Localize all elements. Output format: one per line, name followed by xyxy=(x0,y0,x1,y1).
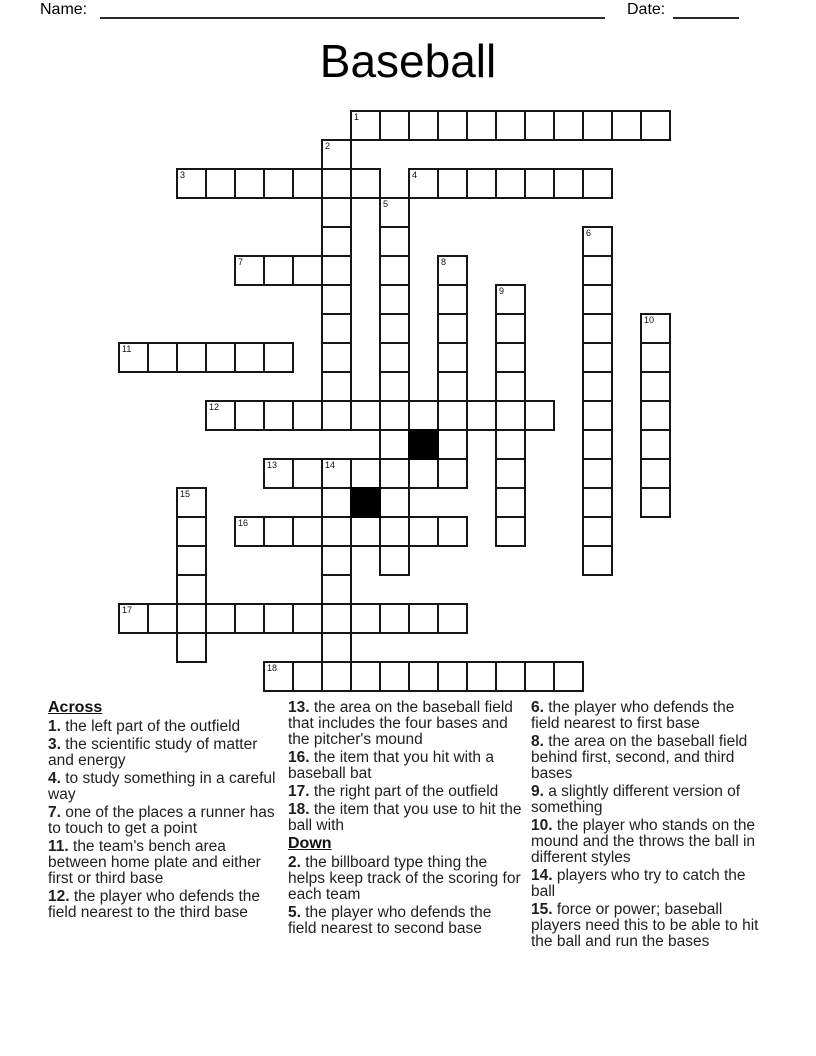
grid-cell[interactable] xyxy=(176,168,207,199)
grid-cell[interactable] xyxy=(379,603,410,634)
grid-cell[interactable] xyxy=(205,603,236,634)
grid-cell[interactable] xyxy=(582,400,613,431)
clue-number: 2. xyxy=(288,854,301,871)
grid-cell[interactable] xyxy=(437,400,468,431)
grid-cell[interactable] xyxy=(495,400,526,431)
grid-cell[interactable] xyxy=(495,371,526,402)
clue-item-across-1: 1. the left part of the outfield xyxy=(48,718,241,735)
grid-cell[interactable] xyxy=(582,255,613,286)
clue-item-down-8: 8. the area on the baseball field behind first, second, and third bases xyxy=(531,733,748,782)
grid-cell[interactable] xyxy=(495,661,526,692)
grid-cell[interactable] xyxy=(176,632,207,663)
grid-cell[interactable] xyxy=(263,255,294,286)
grid-cell[interactable] xyxy=(350,603,381,634)
grid-cell[interactable] xyxy=(408,400,439,431)
clue-number: 14. xyxy=(531,867,553,884)
clue-item-across-17: 17. the right part of the outfield xyxy=(288,783,499,800)
grid-cell[interactable] xyxy=(379,371,410,402)
clue-number: 18. xyxy=(288,801,310,818)
clue-item-down-9: 9. a slightly different version of something xyxy=(531,783,741,816)
grid-cell[interactable] xyxy=(205,168,236,199)
grid-cell[interactable] xyxy=(582,226,613,257)
name-blank-line[interactable] xyxy=(100,0,605,19)
clue-item-across-18: 18. the item that you use to hit the ball with xyxy=(288,801,522,834)
grid-cell[interactable] xyxy=(292,603,323,634)
grid-cell[interactable] xyxy=(292,168,323,199)
cell-number: 13 xyxy=(267,460,278,470)
grid-cell[interactable] xyxy=(263,168,294,199)
grid-cell[interactable] xyxy=(437,168,468,199)
grid-cell[interactable] xyxy=(495,487,526,518)
grid-cell[interactable] xyxy=(524,168,555,199)
grid-cell[interactable] xyxy=(582,371,613,402)
cell-number: 16 xyxy=(238,518,249,528)
grid-cell[interactable] xyxy=(466,400,497,431)
grid-cell[interactable] xyxy=(640,342,671,373)
grid-cell[interactable] xyxy=(611,110,642,141)
grid-cell[interactable] xyxy=(437,110,468,141)
grid-cell[interactable] xyxy=(321,400,352,431)
grid-cell[interactable] xyxy=(205,400,236,431)
clue-number: 7. xyxy=(48,804,61,821)
cell-number: 15 xyxy=(180,489,191,499)
clue-item-across-12: 12. the player who defends the field nearest to the third base xyxy=(48,888,260,921)
grid-cell[interactable] xyxy=(147,342,178,373)
grid-cell[interactable] xyxy=(553,661,584,692)
grid-cell[interactable] xyxy=(292,516,323,547)
grid-cell[interactable] xyxy=(321,487,352,518)
grid-cell[interactable] xyxy=(321,516,352,547)
cell-number: 4 xyxy=(412,170,418,180)
clue-item-down-5: 5. the player who defends the field nearest to second base xyxy=(288,904,492,937)
puzzle-title: Baseball xyxy=(319,35,497,87)
clue-item-across-11: 11. the team's bench area between home plate and either first or third base xyxy=(48,838,261,887)
clues-column-2 xyxy=(288,700,524,939)
grid-cell[interactable] xyxy=(408,603,439,634)
grid-cell[interactable] xyxy=(495,516,526,547)
grid-cell[interactable] xyxy=(350,400,381,431)
clue-number: 4. xyxy=(48,770,61,787)
clue-number: 13. xyxy=(288,699,310,716)
clues-section xyxy=(0,700,816,956)
grid-cell[interactable] xyxy=(582,429,613,460)
grid-cell[interactable] xyxy=(582,545,613,576)
grid-cell[interactable] xyxy=(437,603,468,634)
grid-cell[interactable] xyxy=(640,371,671,402)
cell-number: 5 xyxy=(383,199,389,209)
grid-cell[interactable] xyxy=(466,110,497,141)
clue-item-across-16: 16. the item that you hit with a baseball bat xyxy=(288,749,494,782)
clue-number: 17. xyxy=(288,783,310,800)
grid-cell[interactable] xyxy=(437,458,468,489)
grid-cell[interactable] xyxy=(640,429,671,460)
grid-cell[interactable] xyxy=(176,545,207,576)
grid-cell[interactable] xyxy=(263,458,294,489)
grid-cell[interactable] xyxy=(379,197,410,228)
clue-item-down-10: 10. the player who stands on the mound and the throws the ball in different styles xyxy=(531,817,756,866)
grid-cell[interactable] xyxy=(379,313,410,344)
grid-cell[interactable] xyxy=(292,255,323,286)
clue-number: 16. xyxy=(288,749,310,766)
grid-cell[interactable] xyxy=(524,400,555,431)
grid-cell[interactable] xyxy=(176,603,207,634)
grid-cell[interactable] xyxy=(640,458,671,489)
grid-cell[interactable] xyxy=(321,632,352,663)
clues-column-1 xyxy=(48,700,284,923)
grid-cell[interactable] xyxy=(234,516,265,547)
grid-cell[interactable] xyxy=(640,110,671,141)
grid-cell[interactable] xyxy=(321,371,352,402)
grid-cell[interactable] xyxy=(321,284,352,315)
grid-cell[interactable] xyxy=(640,487,671,518)
grid-cell[interactable] xyxy=(350,110,381,141)
grid-cell[interactable] xyxy=(118,342,149,373)
grid-cell[interactable] xyxy=(408,458,439,489)
grid-cell[interactable] xyxy=(321,226,352,257)
cell-number: 6 xyxy=(586,228,592,238)
cell-number: 7 xyxy=(238,257,244,267)
grid-cell[interactable] xyxy=(524,110,555,141)
grid-cell[interactable] xyxy=(379,226,410,257)
grid-cell[interactable] xyxy=(437,342,468,373)
grid-cell[interactable] xyxy=(350,516,381,547)
grid-cell[interactable] xyxy=(379,661,410,692)
date-label: Date: xyxy=(627,1,666,18)
grid-cell[interactable] xyxy=(582,284,613,315)
grid-cell[interactable] xyxy=(495,110,526,141)
grid-cell[interactable] xyxy=(437,516,468,547)
grid-cell[interactable] xyxy=(234,255,265,286)
grid-cell[interactable] xyxy=(321,661,352,692)
clue-number: 6. xyxy=(531,699,544,716)
grid-cell[interactable] xyxy=(321,574,352,605)
grid-cell[interactable] xyxy=(379,545,410,576)
grid-cell[interactable] xyxy=(582,168,613,199)
grid-cell[interactable] xyxy=(176,342,207,373)
grid-cell[interactable] xyxy=(321,313,352,344)
grid-cell[interactable] xyxy=(582,313,613,344)
grid-cell[interactable] xyxy=(263,400,294,431)
grid-cell[interactable] xyxy=(379,110,410,141)
grid-cell[interactable] xyxy=(437,313,468,344)
cell-number: 8 xyxy=(441,257,447,267)
grid-cell[interactable] xyxy=(553,168,584,199)
grid-cell[interactable] xyxy=(321,603,352,634)
grid-cell[interactable] xyxy=(437,429,468,460)
clues-down-header: Down xyxy=(288,835,332,852)
grid-cell[interactable] xyxy=(379,284,410,315)
grid-cell[interactable] xyxy=(321,139,352,170)
grid-cell[interactable] xyxy=(234,342,265,373)
cell-number: 14 xyxy=(325,460,336,470)
cell-number: 1 xyxy=(354,112,360,122)
cell-number: 10 xyxy=(644,315,655,325)
clues-column-3 xyxy=(531,700,767,952)
grid-cell[interactable] xyxy=(379,458,410,489)
grid-cell[interactable] xyxy=(350,661,381,692)
grid-cell[interactable] xyxy=(640,313,671,344)
grid-cell-black xyxy=(350,487,381,518)
grid-cell[interactable] xyxy=(234,400,265,431)
grid-cell[interactable] xyxy=(321,545,352,576)
cell-number: 2 xyxy=(325,141,331,151)
grid-cell[interactable] xyxy=(205,342,236,373)
grid-cell[interactable] xyxy=(408,516,439,547)
grid-cell[interactable] xyxy=(495,342,526,373)
grid-cell[interactable] xyxy=(350,458,381,489)
grid-cell[interactable] xyxy=(495,313,526,344)
clue-item-across-13: 13. the area on the baseball field that includes the four bases and the pitcher's mound xyxy=(288,699,513,748)
grid-cell[interactable] xyxy=(437,371,468,402)
grid-cell[interactable] xyxy=(292,400,323,431)
grid-cell[interactable] xyxy=(147,603,178,634)
grid-cell-black xyxy=(408,429,439,460)
grid-cell[interactable] xyxy=(495,458,526,489)
grid-cell[interactable] xyxy=(524,661,555,692)
grid-cell[interactable] xyxy=(321,197,352,228)
grid-cell[interactable] xyxy=(437,661,468,692)
grid-cell[interactable] xyxy=(640,400,671,431)
clue-item-across-3: 3. the scientific study of matter and energy xyxy=(48,736,258,769)
grid-cell[interactable] xyxy=(321,458,352,489)
grid-cell[interactable] xyxy=(118,603,149,634)
grid-cell[interactable] xyxy=(263,516,294,547)
grid-cell[interactable] xyxy=(292,458,323,489)
grid-cell[interactable] xyxy=(582,110,613,141)
clue-number: 12. xyxy=(48,888,70,905)
grid-cell[interactable] xyxy=(408,110,439,141)
grid-cell[interactable] xyxy=(379,429,410,460)
clue-number: 10. xyxy=(531,817,553,834)
grid-cell[interactable] xyxy=(292,661,323,692)
grid-cell[interactable] xyxy=(466,661,497,692)
grid-cell[interactable] xyxy=(495,168,526,199)
clue-number: 15. xyxy=(531,901,553,918)
grid-cell[interactable] xyxy=(263,661,294,692)
grid-cell[interactable] xyxy=(437,255,468,286)
clue-number: 3. xyxy=(48,736,61,753)
clue-item-down-6: 6. the player who defends the field nearest to first base xyxy=(531,699,735,732)
grid-cell[interactable] xyxy=(379,400,410,431)
grid-cell[interactable] xyxy=(379,516,410,547)
grid-cell[interactable] xyxy=(437,284,468,315)
grid-cell[interactable] xyxy=(408,661,439,692)
grid-cell[interactable] xyxy=(321,255,352,286)
clue-number: 5. xyxy=(288,904,301,921)
name-label: Name: xyxy=(40,1,88,18)
date-blank-line[interactable] xyxy=(673,0,739,19)
clue-number: 9. xyxy=(531,783,544,800)
cell-number: 3 xyxy=(180,170,186,180)
grid-cell[interactable] xyxy=(495,429,526,460)
cell-number: 11 xyxy=(122,344,132,354)
grid-cell[interactable] xyxy=(466,168,497,199)
grid-cell[interactable] xyxy=(582,516,613,547)
grid-cell[interactable] xyxy=(350,168,381,199)
grid-cell[interactable] xyxy=(582,458,613,489)
grid-cell[interactable] xyxy=(582,342,613,373)
cell-number: 9 xyxy=(499,286,505,296)
grid-cell[interactable] xyxy=(321,342,352,373)
cell-number: 18 xyxy=(267,663,278,673)
clue-number: 8. xyxy=(531,733,544,750)
clue-item-across-7: 7. one of the places a runner has to touch to get a point xyxy=(48,804,275,837)
grid-cell[interactable] xyxy=(321,168,352,199)
clues-across-header: Across xyxy=(48,699,103,716)
grid-cell[interactable] xyxy=(263,603,294,634)
cell-number: 12 xyxy=(209,402,220,412)
clue-number: 1. xyxy=(48,718,61,735)
grid-cell[interactable] xyxy=(176,516,207,547)
clue-number: 11. xyxy=(48,838,69,855)
clue-item-down-14: 14. players who try to catch the ball xyxy=(531,867,746,900)
grid-cell[interactable] xyxy=(379,255,410,286)
grid-cell[interactable] xyxy=(553,110,584,141)
clue-item-down-15: 15. force or power; baseball players need this to be able to hit the ball and run the bases xyxy=(531,901,759,950)
grid-cell[interactable] xyxy=(263,342,294,373)
grid-cell[interactable] xyxy=(176,574,207,605)
grid-cell[interactable] xyxy=(379,342,410,373)
grid-cell[interactable] xyxy=(582,487,613,518)
grid-cell[interactable] xyxy=(234,168,265,199)
clue-item-down-2: 2. the billboard type thing the helps keep track of the scoring for each team xyxy=(288,854,521,903)
cell-number: 17 xyxy=(122,605,133,615)
grid-cell[interactable] xyxy=(379,487,410,518)
grid-cell[interactable] xyxy=(408,168,439,199)
grid-cell[interactable] xyxy=(495,284,526,315)
clue-item-across-4: 4. to study something in a careful way xyxy=(48,770,276,803)
grid-cell[interactable] xyxy=(234,603,265,634)
grid-cell[interactable] xyxy=(176,487,207,518)
